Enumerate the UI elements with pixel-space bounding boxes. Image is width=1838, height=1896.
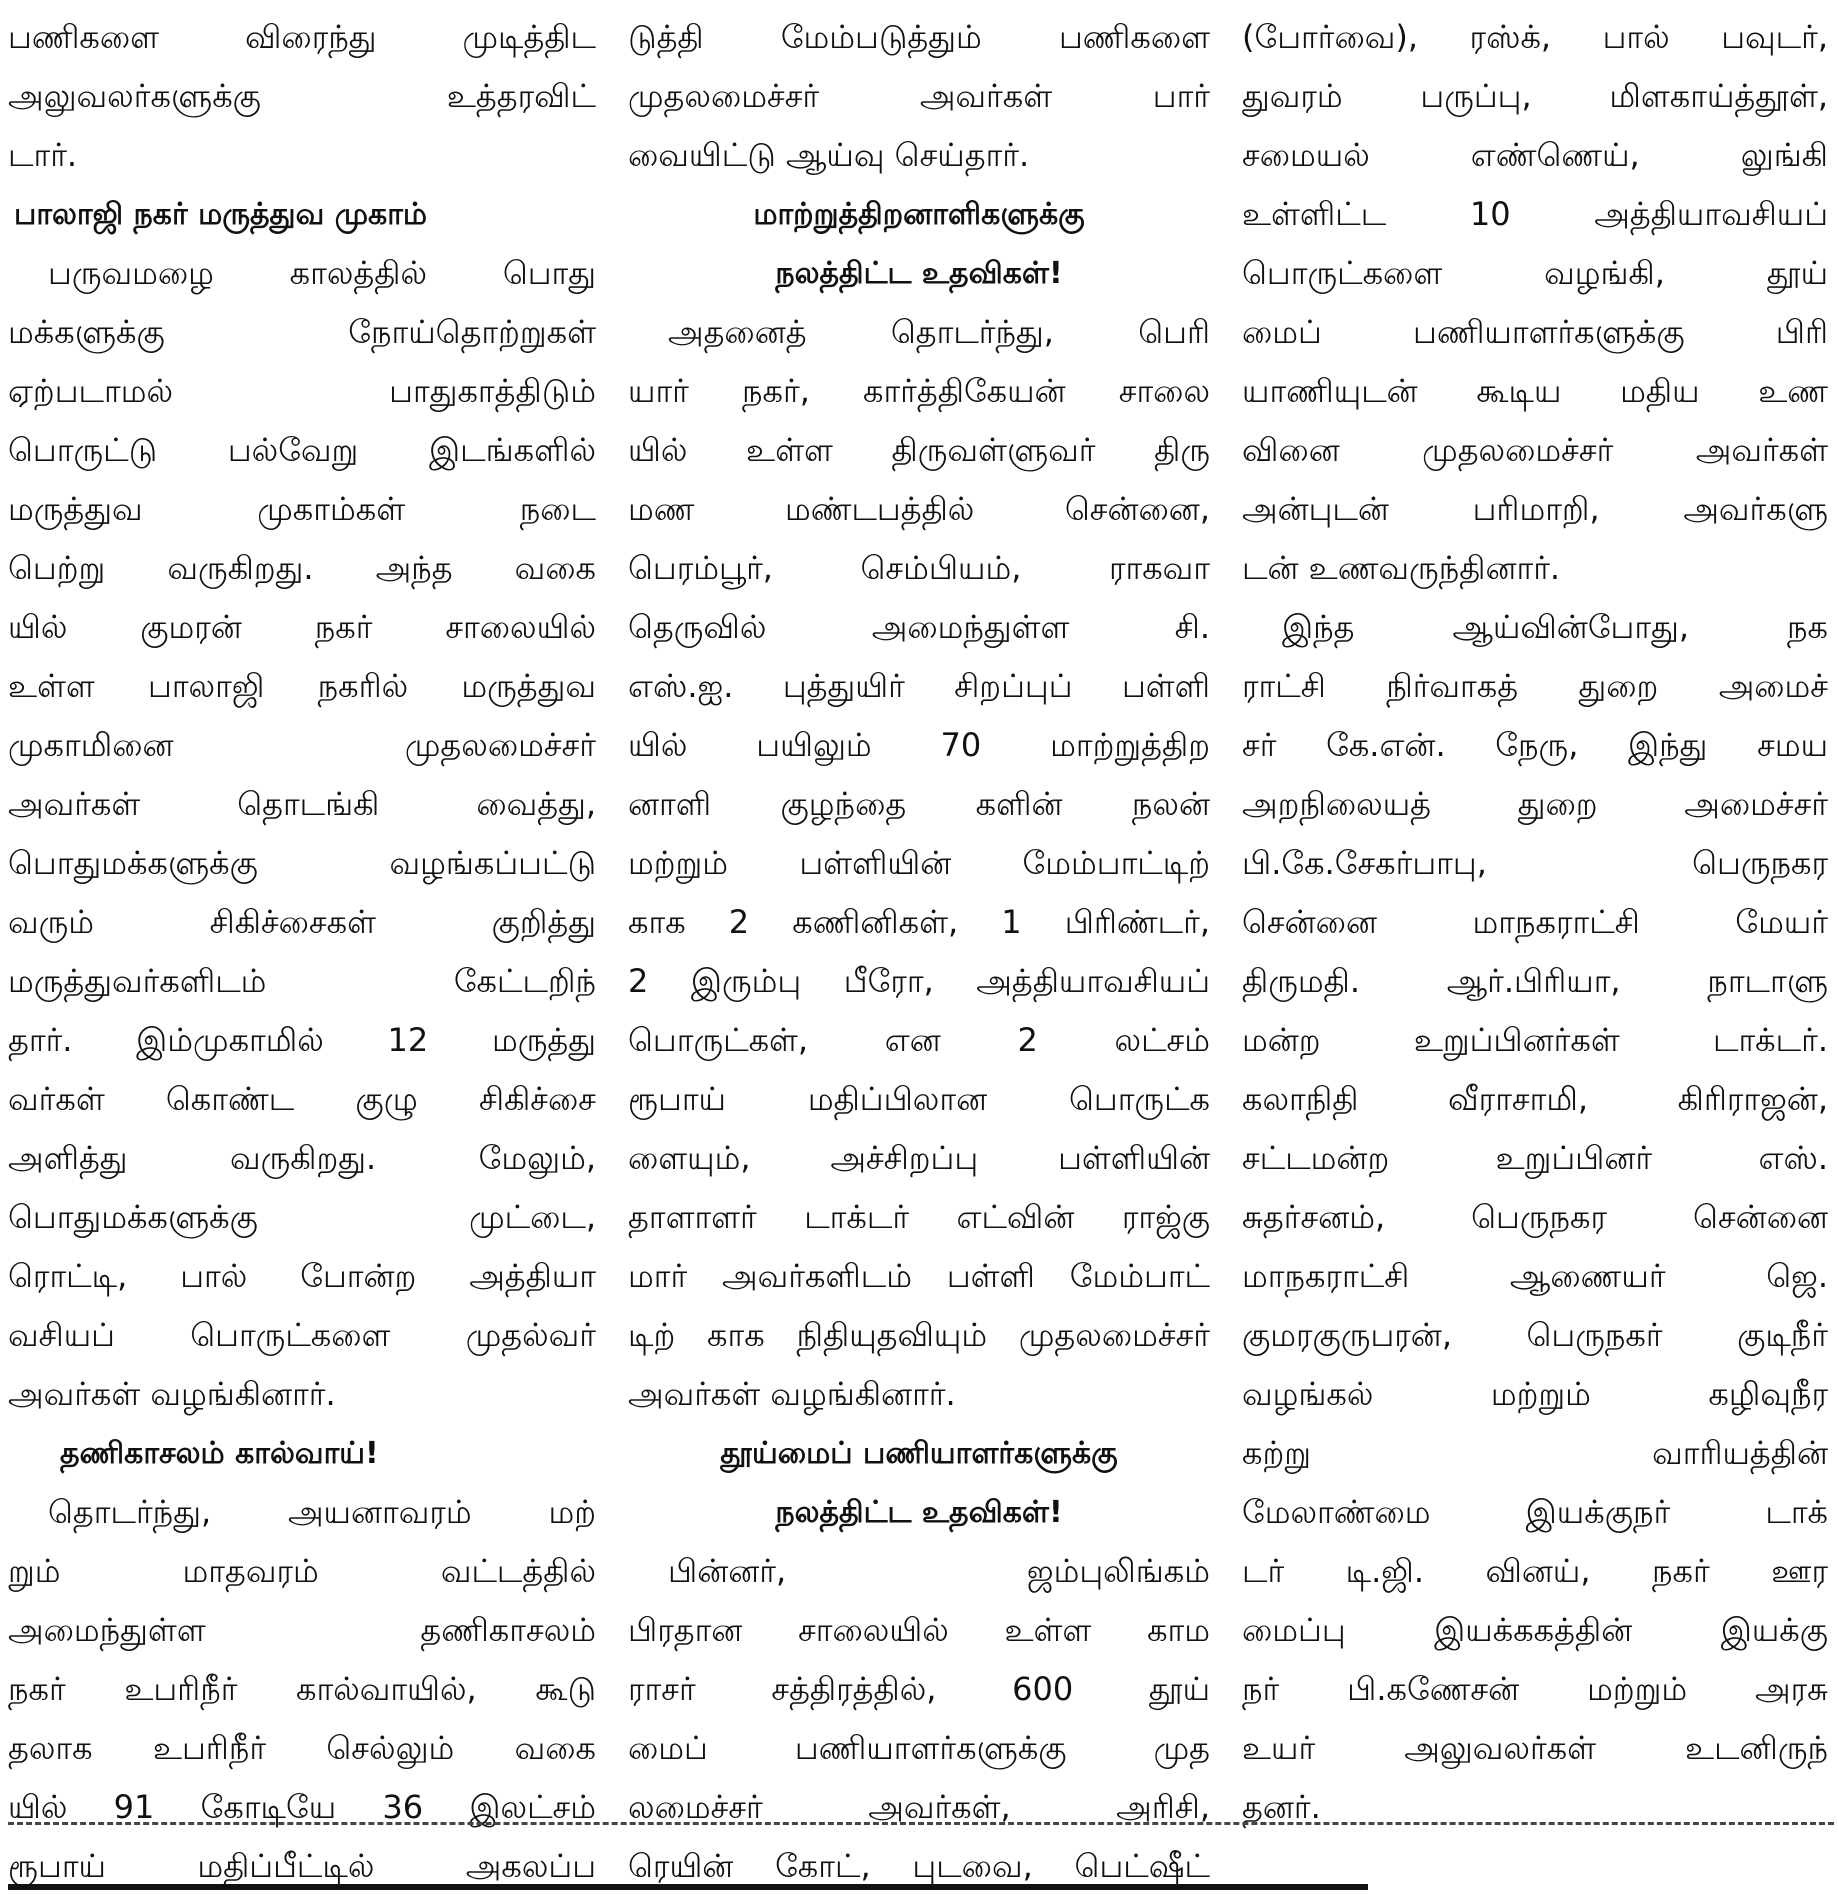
text-line: பொருட்கள், என 2 லட்சம் [628, 1021, 1210, 1059]
text-line: அலுவலர்களுக்கு உத்தரவிட் [8, 77, 596, 115]
text-line: இந்த ஆய்வின்போது, நக [1282, 608, 1828, 646]
text-line: மன்ற உறுப்பினர்கள் டாக்டர். [1242, 1021, 1828, 1059]
text-line: யார் நகர், கார்த்திகேயன் சாலை [628, 372, 1210, 410]
text-line: ரூபாய் மதிப்பீட்டில் அகலப்ப [8, 1847, 596, 1885]
text-line: தொடர்ந்து, அயனாவரம் மற் [48, 1493, 596, 1531]
text-line: மற்றும் பள்ளியின் மேம்பாட்டிற் [628, 844, 1210, 882]
paragraph [1242, 598, 1828, 1837]
text-line: பணிகளை விரைந்து முடித்திட [8, 18, 596, 56]
text-line: அன்புடன் பரிமாறி, அவர்களு [1242, 490, 1828, 528]
text-line: தாளாளர் டாக்டர் எட்வின் ராஜ்கு [628, 1198, 1210, 1236]
text-line: மைப்பு இயக்ககத்தின் இயக்கு [1242, 1611, 1828, 1649]
text-line: நகர் உபரிநீர் கால்வாயில், கூடு [8, 1670, 596, 1708]
text-line: யில் பயிலும் 70 மாற்றுத்திற [628, 726, 1210, 764]
paragraph [8, 244, 596, 1424]
text-line: தார். இம்முகாமில் 12 மருத்து [8, 1021, 596, 1059]
text-line: பொருட்களை வழங்கி, தூய் [1242, 254, 1828, 292]
text-line: பின்னர், ஜம்புலிங்கம் [668, 1552, 1210, 1590]
text-line: அதனைத் தொடர்ந்து, பெரி [668, 313, 1210, 351]
text-line: டுத்தி மேம்படுத்தும் பணிகளை [628, 18, 1210, 56]
section-heading: தணிகாசலம் கால்வாய்! [60, 1436, 379, 1471]
dashed-divider [8, 1822, 1834, 1825]
text-line: முதலமைச்சர் அவர்கள் பார் [628, 77, 1210, 115]
text-line: 2 இரும்பு பீரோ, அத்தியாவசியப் [628, 962, 1210, 1000]
text-line: னாளி குழந்தை களின் நலன் [628, 785, 1210, 823]
text-line: அவர்கள் வழங்கினார். [8, 1375, 336, 1413]
text-line: மாநகராட்சி ஆணையர் ஜெ. [1242, 1257, 1828, 1295]
paragraph [628, 1542, 1210, 1896]
text-line: யில் 91 கோடியே 36 இலட்சம் [8, 1788, 596, 1826]
text-line: ரொட்டி, பால் போன்ற அத்தியா [8, 1257, 596, 1295]
text-line: பொதுமக்களுக்கு வழங்கப்பட்டு [8, 844, 596, 882]
text-line: ஏற்படாமல் பாதுகாத்திடும் [8, 372, 596, 410]
text-line: பொருட்டு பல்வேறு இடங்களில் [8, 431, 596, 469]
text-line: மக்களுக்கு நோய்தொற்றுகள் [8, 313, 596, 351]
text-line: தலாக உபரிநீர் செல்லும் வகை [8, 1729, 596, 1767]
text-line: தெருவில் அமைந்துள்ள சி. [628, 608, 1210, 646]
text-line: குமரகுருபரன், பெருநகர் குடிநீர் [1242, 1316, 1828, 1354]
text-line: மருத்துவர்களிடம் கேட்டறிந் [8, 962, 596, 1000]
section-heading: மாற்றுத்திறனாளிகளுக்கு [753, 197, 1085, 232]
text-line: டர் டி.ஜி. வினய், நகர் ஊர [1242, 1552, 1828, 1590]
section-heading: நலத்திட்ட உதவிகள்! [775, 256, 1063, 291]
text-line: உள்ள பாலாஜி நகரில் மருத்துவ [8, 667, 596, 705]
section-heading: நலத்திட்ட உதவிகள்! [775, 1495, 1063, 1530]
text-line: வையிட்டு ஆய்வு செய்தார். [628, 136, 1030, 174]
text-line: டன் உணவருந்தினார். [1242, 549, 1561, 587]
text-line: சமையல் எண்ணெய், லுங்கி [1242, 136, 1828, 174]
paragraph [8, 1483, 596, 1896]
article-column-1 [8, 8, 596, 1896]
text-line: சுதர்சனம், பெருநகர சென்னை [1242, 1198, 1828, 1236]
text-line: லமைச்சர் அவர்கள், அரிசி, [628, 1788, 1210, 1826]
text-line: (போர்வை), ரஸ்க், பால் பவுடர், [1242, 18, 1828, 56]
text-line: பொதுமக்களுக்கு முட்டை, [8, 1198, 596, 1236]
text-line: சென்னை மாநகராட்சி மேயர் [1242, 903, 1828, 941]
text-line: ராசர் சத்திரத்தில், 600 தூய் [628, 1670, 1210, 1708]
text-line: கற்று வாரியத்தின் [1242, 1434, 1828, 1472]
text-line: வினை முதலமைச்சர் அவர்கள் [1242, 431, 1828, 469]
text-line: திருமதி. ஆர்.பிரியா, நாடாளு [1242, 962, 1828, 1000]
text-line: மருத்துவ முகாம்கள் நடை [8, 490, 596, 528]
paragraph [8, 8, 596, 185]
text-line: அறநிலையத் துறை அமைச்சர் [1242, 785, 1828, 823]
text-line: வழங்கல் மற்றும் கழிவுநீர [1242, 1375, 1828, 1413]
text-line: மைப் பணியாளர்களுக்கு பிரி [1242, 313, 1828, 351]
text-line: பி.கே.சேகர்பாபு, பெருநகர [1242, 844, 1828, 882]
text-line: அவர்கள் தொடங்கி வைத்து, [8, 785, 596, 823]
text-line: மேலாண்மை இயக்குநர் டாக் [1242, 1493, 1828, 1531]
paragraph [1242, 8, 1828, 598]
text-line: மைப் பணியாளர்களுக்கு முத [628, 1729, 1210, 1767]
text-line: யில் குமரன் நகர் சாலையில் [8, 608, 596, 646]
text-line: சட்டமன்ற உறுப்பினர் எஸ். [1242, 1139, 1828, 1177]
text-line: ராட்சி நிர்வாகத் துறை அமைச் [1242, 667, 1828, 705]
text-line: யில் உள்ள திருவள்ளுவர் திரு [628, 431, 1210, 469]
article-column-3 [1242, 8, 1828, 1837]
text-line: டார். [8, 136, 78, 174]
text-line: சர் கே.என். நேரு, இந்து சமய [1242, 726, 1828, 764]
article-column-2 [628, 8, 1210, 1896]
text-line: அவர்கள் வழங்கினார். [628, 1375, 956, 1413]
text-line: வர்கள் கொண்ட குழு சிகிச்சை [8, 1080, 596, 1118]
text-line: ளையும், அச்சிறப்பு பள்ளியின் [628, 1139, 1210, 1177]
text-line: துவரம் பருப்பு, மிளகாய்த்தூள், [1242, 77, 1828, 115]
paragraph [628, 303, 1210, 1424]
text-line: றும் மாதவரம் வட்டத்தில் [8, 1552, 596, 1590]
paragraph [628, 8, 1210, 185]
text-line: முகாமினை முதலமைச்சர் [8, 726, 596, 764]
text-line: வசியப் பொருட்களை முதல்வர் [8, 1316, 596, 1354]
text-line: வரும் சிகிச்சைகள் குறித்து [8, 903, 596, 941]
text-line: அமைந்துள்ள தணிகாசலம் [8, 1611, 596, 1649]
text-line: ரூபாய் மதிப்பிலான பொருட்க [628, 1080, 1210, 1118]
text-line: நர் பி.கணேசன் மற்றும் அரசு [1242, 1670, 1828, 1708]
section-heading: தூய்மைப் பணியாளர்களுக்கு [720, 1436, 1118, 1471]
text-line: காக 2 கணினிகள், 1 பிரிண்டர், [628, 903, 1210, 941]
text-line: பருவமழை காலத்தில் பொது [48, 254, 596, 292]
text-line: பெற்று வருகிறது. அந்த வகை [8, 549, 596, 587]
text-line: எஸ்.ஐ. புத்துயிர் சிறப்புப் பள்ளி [628, 667, 1210, 705]
text-line: பிரதான சாலையில் உள்ள காம [628, 1611, 1210, 1649]
text-line: ரெயின் கோட், புடவை, பெட்ஷீட் [628, 1847, 1210, 1885]
text-line: அளித்து வருகிறது. மேலும், [8, 1139, 596, 1177]
text-line: பெரம்பூர், செம்பியம், ராகவா [628, 549, 1210, 587]
text-line: தனர். [1242, 1788, 1321, 1826]
text-line: மார் அவர்களிடம் பள்ளி மேம்பாட் [628, 1257, 1210, 1295]
text-line: யாணியுடன் கூடிய மதிய உண [1242, 372, 1828, 410]
text-line: டிற் காக நிதியுதவியும் முதலமைச்சர் [628, 1316, 1210, 1354]
text-line: உள்ளிட்ட 10 அத்தியாவசியப் [1242, 195, 1828, 233]
text-line: கலாநிதி வீராசாமி, கிரிராஜன், [1242, 1080, 1828, 1118]
text-line: மண மண்டபத்தில் சென்னை, [628, 490, 1210, 528]
text-line: உயர் அலுவலர்கள் உடனிருந் [1242, 1729, 1828, 1767]
solid-divider [8, 1884, 1368, 1890]
section-heading: பாலாஜி நகர் மருத்துவ முகாம் [14, 197, 428, 232]
